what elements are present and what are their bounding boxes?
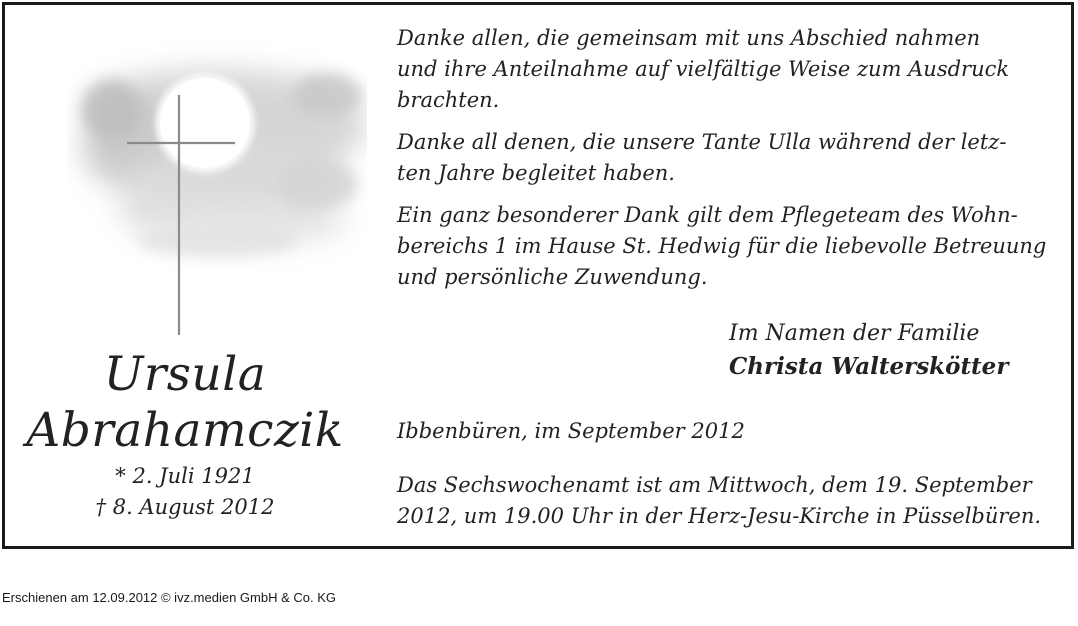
service-info [397,470,1041,532]
signature-line: Im Namen der Familie [729,321,980,346]
signature-name: Christa Walterskötter [729,353,1009,380]
text-line: 2012, um 19.00 Uhr in der Herz-Jesu-Kirche in Püsselbüren. [397,504,1042,528]
birth-date: * 2. Juli 1921 [115,464,255,488]
text-line: bereichs 1 im Hause St. Hedwig für die liebevolle Betreuung [397,234,1047,258]
text-line: und persönliche Zuwendung. [397,265,708,289]
text-line: Das Sechswochenamt ist am Mittwoch, dem 19. September [397,473,1032,497]
life-dates [5,461,365,523]
deceased-first-name: Ursula [103,347,267,402]
text-line: und ihre Anteilnahme auf vielfältige Weise zum Ausdruck [397,57,1010,81]
text-line: Ein ganz besonderer Dank gilt dem Pflegeteam des Wohn- [397,203,1018,227]
publication-footer: Erschienen am 12.09.2012 © ivz.medien GmbH & Co. KG [2,590,337,605]
death-notice [2,2,1074,549]
death-date: † 8. August 2012 [95,495,275,519]
thanks-paragraph-2 [397,127,1037,189]
text-line: brachten. [397,88,500,112]
thanks-paragraph-3 [397,200,1047,293]
deceased-block [5,347,365,523]
thanks-text [397,23,1047,304]
place-date: Ibbenbüren, im September 2012 [397,419,745,443]
text-line: Danke all denen, die unsere Tante Ulla während der letz- [397,130,1007,154]
deceased-last-name: Abrahamczik [26,403,344,458]
thanks-paragraph-1 [397,23,1037,116]
signature-block [729,317,1039,383]
cross-with-sun-icon [67,35,367,335]
text-line: Danke allen, die gemeinsam mit uns Abschied nahmen [397,26,981,50]
text-line: ten Jahre begleitet haben. [397,161,675,185]
